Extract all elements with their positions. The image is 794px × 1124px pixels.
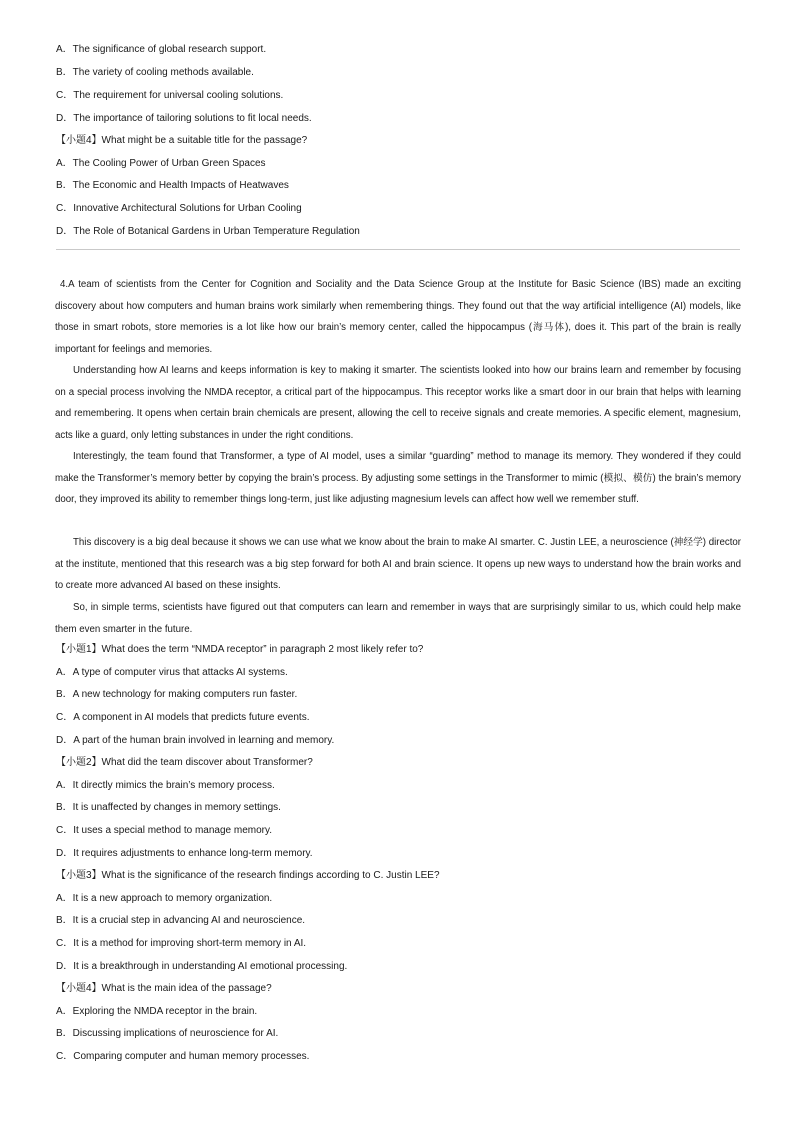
option-d: D．The Role of Botanical Gardens in Urban Temperature Regulation — [56, 226, 360, 237]
passage-paragraph-5: So, in simple terms, scientists have figured out that computers can learn and remember in ways that are surprisingly similar to us, which could help make them even smarter in the future. — [55, 602, 741, 635]
option-c: C．Comparing computer and human memory processes. — [56, 1051, 310, 1062]
section-divider — [56, 249, 740, 250]
question-stem: 【小题2】What did the team discover about Transformer? — [56, 757, 313, 768]
passage-paragraph-1: 4.A team of scientists from the Center for Cognition and Sociality and the Data Science Group at the Institute for Basic Science (IBS) made an exciting discovery about how computers and human brains work similarly when remembering things. They found out that the way artificial intelligence (AI) models, like those in smart robots, store memories is a lot like how our brain’s memory center, called the hippocampus (海马体), does it. This part of the brain is really important for feelings and memories. — [55, 279, 741, 355]
option-c: C．A component in AI models that predicts future events. — [56, 712, 310, 723]
option-b: B．The Economic and Health Impacts of Heatwaves — [56, 180, 289, 191]
question-stem: 【小题4】What is the main idea of the passage? — [56, 983, 272, 994]
question-stem: 【小题3】What is the significance of the research findings according to C. Justin LEE? — [56, 870, 440, 881]
option-d: D．It requires adjustments to enhance long-term memory. — [56, 848, 313, 859]
option-c: C．It is a method for improving short-term memory in AI. — [56, 938, 307, 949]
option-b: B．Discussing implications of neuroscience for AI. — [56, 1028, 279, 1039]
option-b: B．It is a crucial step in advancing AI and neuroscience. — [56, 915, 306, 926]
option-c: C．The requirement for universal cooling solutions. — [56, 90, 284, 101]
option-a: A．It directly mimics the brain’s memory process. — [56, 780, 275, 791]
passage-paragraph-3: Interestingly, the team found that Transformer, a type of AI model, uses a similar “guarding” method to manage its memory. They wondered if they could make the Transformer’s memory better by copying the brain’s process. By adjusting some settings in the Transformer to mimic (模拟、模仿) the brain’s memory door, they improved its ability to remember things long-term, just like adjusting magnesium levels can affect how well we remember stuff. — [55, 451, 741, 506]
option-a: A．Exploring the NMDA receptor in the brain. — [56, 1006, 258, 1017]
option-a: A．It is a new approach to memory organization. — [56, 893, 273, 904]
option-b: B．A new technology for making computers run faster. — [56, 689, 298, 700]
option-b: B．It is unaffected by changes in memory settings. — [56, 802, 281, 813]
option-a: A．The significance of global research support. — [56, 44, 267, 55]
option-b: B．The variety of cooling methods available. — [56, 67, 254, 78]
question-stem: 【小题4】What might be a suitable title for the passage? — [56, 135, 308, 146]
option-d: D．It is a breakthrough in understanding AI emotional processing. — [56, 961, 348, 972]
question-stem: 【小题1】What does the term “NMDA receptor” in paragraph 2 most likely refer to? — [56, 644, 424, 655]
passage-paragraph-4: This discovery is a big deal because it shows we can use what we know about the brain to make AI smarter. C. Justin LEE, a neuroscience (神经学) director at the institute, mentioned that this research was a big step forward for both AI and brain science. It opens up new ways to understand how the brain works and to create more advanced AI based on these insights. — [55, 537, 741, 592]
option-d: D．A part of the human brain involved in learning and memory. — [56, 735, 335, 746]
option-a: A．The Cooling Power of Urban Green Spaces — [56, 158, 266, 169]
option-a: A．A type of computer virus that attacks AI systems. — [56, 667, 288, 678]
passage-paragraph-2: Understanding how AI learns and keeps information is key to making it smarter. The scientists looked into how our brains learn and remember by focusing on a special process involving the NMDA receptor, a critical part of the hippocampus. This receptor works like a smart door in our brain that helps with learning and remembering. It opens when certain brain chemicals are present, allowing the cell to receive signals and create memories. A specific element, magnesium, acts like a guard, only letting substances in under the right conditions. — [55, 365, 741, 441]
option-c: C．It uses a special method to manage memory. — [56, 825, 273, 836]
option-c: C．Innovative Architectural Solutions for Urban Cooling — [56, 203, 302, 214]
option-d: D．The importance of tailoring solutions to fit local needs. — [56, 113, 312, 124]
